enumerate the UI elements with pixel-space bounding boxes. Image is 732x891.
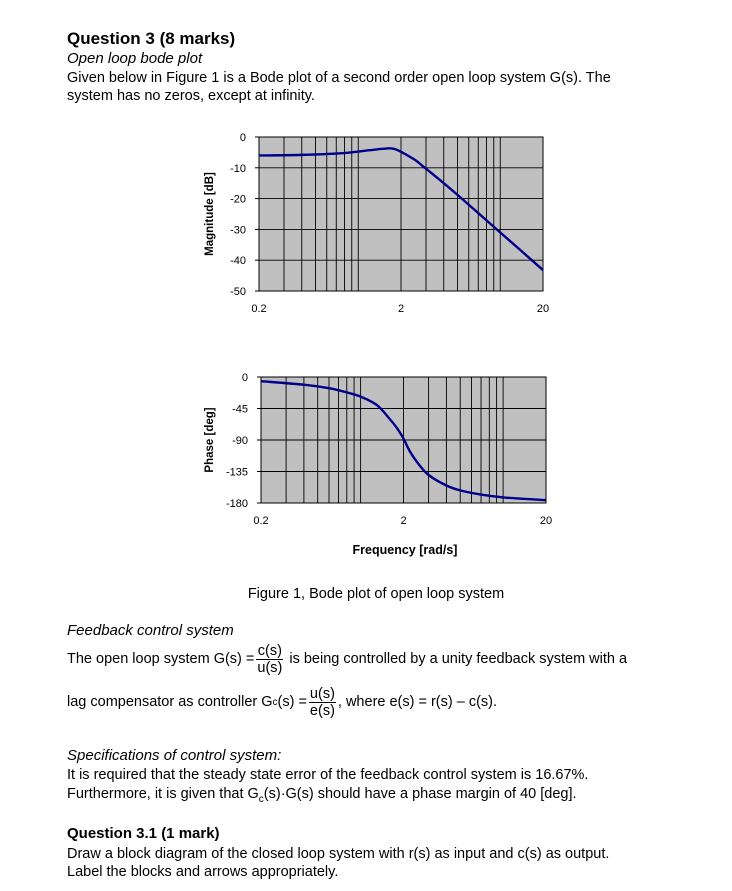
magnitude-plot — [204, 132, 549, 315]
y-axis-label: Magnitude [dB] — [204, 172, 216, 256]
q31-title: Question 3.1 (1 mark) — [67, 825, 220, 842]
y-tick-label: -40 — [230, 255, 246, 268]
x-tick-label: 20 — [536, 303, 550, 315]
feedback-line-1 — [67, 643, 627, 676]
x-tick-label: 2 — [400, 515, 407, 527]
x-tick-label: 20 — [539, 515, 553, 527]
open-loop-numerator: c(s) — [257, 643, 282, 659]
specs-line2-sub: c — [258, 793, 264, 805]
phase-plot — [204, 372, 552, 527]
specs-line2-pre: Furthermore, it is given that G — [67, 786, 259, 802]
feedback-line2-pre: lag compensator as controller G — [67, 694, 273, 710]
feedback-line-2 — [67, 686, 497, 719]
y-tick-label: -50 — [230, 286, 246, 298]
y-axis-label: Phase [deg] — [204, 407, 216, 473]
x-tick-label: 0.2 — [251, 303, 267, 315]
specs-line-1: It is required that the steady state error of the feedback control system is 16.67%. — [67, 767, 589, 783]
compensator-numerator: u(s) — [309, 686, 335, 702]
figure-caption: Figure 1, Bode plot of open loop system — [247, 586, 505, 602]
y-tick-label: -10 — [230, 162, 246, 175]
y-tick-label: -45 — [232, 403, 248, 416]
frequency-axis-label: Frequency [rad/s] — [352, 543, 458, 557]
y-tick-label: -20 — [230, 193, 246, 206]
open-loop-fraction — [256, 643, 283, 676]
y-tick-label: -30 — [230, 224, 246, 237]
feedback-line2-post: , where e(s) = r(s) – c(s). — [337, 694, 498, 710]
question-title: Question 3 (8 marks) — [67, 29, 236, 48]
x-tick-label: 2 — [397, 303, 405, 315]
intro-line-1: Given below in Figure 1 is a Bode plot of a second order open loop system G(s). The — [67, 70, 611, 86]
y-tick-label: -90 — [232, 435, 248, 447]
y-tick-label: -135 — [225, 466, 248, 479]
intro-line-2: system has no zeros, except at infinity. — [67, 88, 315, 104]
x-tick-label: 0.2 — [253, 515, 269, 527]
feedback-line2-sub: c — [272, 697, 278, 708]
specs-line-2 — [67, 785, 577, 809]
feedback-line2-mid: (s) = — [277, 694, 307, 710]
y-tick-label: 0 — [241, 372, 248, 384]
compensator-fraction — [309, 686, 336, 719]
y-tick-label: -180 — [225, 498, 248, 510]
y-tick-label: 0 — [239, 132, 246, 144]
feedback-line1-pre: The open loop system G(s) = — [67, 651, 255, 667]
feedback-line1-post: is being controlled by a unity feedback system with a — [289, 651, 628, 667]
q31-line-2: Label the blocks and arrows appropriately. — [67, 864, 339, 880]
q31-line-1: Draw a block diagram of the closed loop system with r(s) as input and c(s) as output. — [67, 846, 610, 862]
compensator-denominator: e(s) — [309, 703, 335, 719]
question-subtitle: Open loop bode plot — [67, 50, 203, 67]
specs-line2-post: (s)·G(s) should have a phase margin of 40 [deg]. — [263, 786, 577, 802]
specs-heading: Specifications of control system: — [67, 747, 282, 764]
open-loop-denominator: u(s) — [257, 660, 283, 676]
feedback-heading: Feedback control system — [67, 622, 234, 639]
